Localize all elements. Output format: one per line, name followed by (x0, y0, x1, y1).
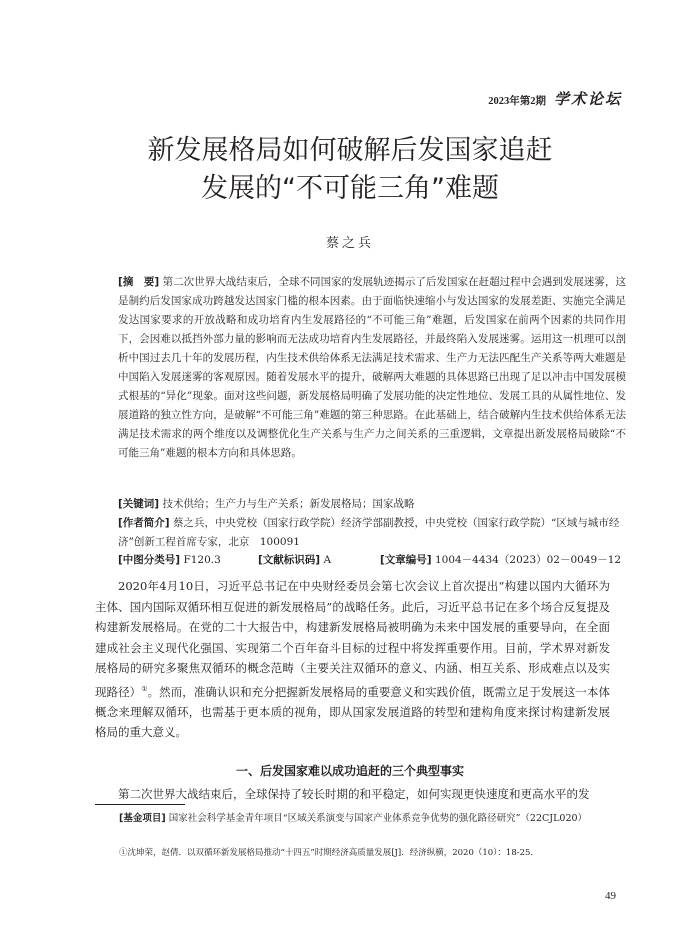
article-number-field (380, 552, 621, 567)
title-line-2: 发展的“不可能三角”难题 (201, 173, 499, 204)
author-name: 蔡之兵 (325, 236, 374, 251)
author-bio-label: [作者简介] (118, 517, 170, 529)
abstract-label: [摘 要] (118, 276, 160, 288)
journal-logo: 学术论坛 (553, 90, 622, 108)
keywords (118, 495, 628, 514)
article-number-label: [文章编号] (380, 554, 432, 566)
section-heading: 一、后发国家难以成功追赶的三个典型事实 (235, 764, 464, 778)
funding-text: 国家社会科学基金青年项目“区域关系演变与国家产业体系竞争优势的强化路径研究”（22CJL020） (168, 813, 588, 824)
keywords-text: 技术供给；生产力与生产关系；新发展格局；国家战略 (162, 498, 415, 510)
footnote-divider (95, 804, 185, 805)
doc-code-label: [文献标识码] (258, 554, 321, 566)
abstract (118, 273, 626, 463)
running-header (488, 88, 622, 109)
abstract-text: 第二次世界大战结束后，全球不同国家的发展轨迹揭示了后发国家在赶超过程中会遇到发展迷雾，这是制约后发国家成功跨越发达国家门槛的根本因素。由于面临快速缩小与发达国家的发展差距、实施完全满足发达国家要求的开放战略和成功培育内生发展路径的“不可能三角”难题，后发国家在前两个因素的共同作用下，会因难以抵挡外部力量的影响而无法成功培育内生发展路径，并最终陷入发展迷雾。运用这一机理可以剖析中国过去几十年的发展历程，内生技术供给体系无法满足技术需求、生产力无法匹配生产关系等两大难题是中国陷入发展迷雾的客观原因。随着发展水平的提升，破解两大难题的具体思路已出现了足以冲击中国发展模式根基的“异化”现象。面对这些问题，新发展格局明确了发展功能的决定性地位、发展工具的从属性地位、发展道路的独立性方向，是破解“不可能三角”难题的第三种思路。在此基础上，结合破解内生技术供给体系无法满足技术需求的两个维度以及调整优化生产关系与生产力之间关系的三重逻辑，文章提出新发展格局破除“不可能三角”难题的根本方向和具体思路。 (118, 276, 626, 459)
intro-text-1: 2020年4月10日，习近平总书记在中央财经委员会第七次会议上首次提出“构建以国内大循环为主体、国内国际双循环相互促进的新发展格局”的战略任务。此后，习近平总书记在多个场合反复提及构建新发展格局。在党的二十大报告中，构建新发展格局被明确为未来中国发展的重要导向，在全面建成社会主义现代化强国、实现第二个百年奋斗目标的过程中将发挥重要作用。目前，学术界对新发展格局的研究多聚焦双循环的概念范畴（主要关注双循环的意义、内涵、相互关系、形成难点以及实现路径） (95, 579, 610, 699)
intro-text-2: 。然而，准确认识和充分把握新发展格局的重要意义和实践价值，既需立足于发展这一本体概念来理解双循环，也需基于更本质的视角，即从国家发展道路的转型和建构角度来探讨构建新发展格局的重大意义。 (95, 684, 610, 740)
title-line-1: 新发展格局如何破解后发国家追赶 (147, 135, 553, 166)
section-first-line: 第二次世界大战结束后，全球保持了较长时期的和平稳定，如何实现更快速度和更高水平的发 (118, 787, 590, 801)
page-number: 49 (605, 890, 616, 902)
author-bio (118, 514, 628, 552)
clc-value: F120.3 (183, 554, 221, 566)
clc-label: [中图分类号] (118, 554, 181, 566)
footnote-ref-mark: ① (141, 684, 148, 693)
doc-code-field (258, 552, 331, 567)
article-title (0, 132, 700, 208)
clc-field (118, 552, 221, 567)
classification-row (118, 552, 628, 571)
article-number-value: 1004－4434（2023）02－0049－12 (434, 554, 622, 566)
funding-label: [基金项目] (119, 813, 166, 824)
author-bio-text: 蔡之兵，中央党校（国家行政学院）经济学部副教授，中央党校（国家行政学院）“区域与城市经济”创新工程首席专家，北京 100091 (118, 517, 620, 548)
issue-label: 2023年第2期 (488, 96, 546, 107)
keywords-label: [关键词] (118, 498, 160, 510)
doc-code-value: A (323, 554, 332, 566)
intro-paragraph (95, 576, 610, 743)
footnote: ①沈坤荣，赵倩．以双循环新发展格局推动“十四五”时期经济高质量发展[J]．经济纵横，2020（10）：18-25． (119, 848, 539, 858)
funding-note (119, 810, 587, 824)
